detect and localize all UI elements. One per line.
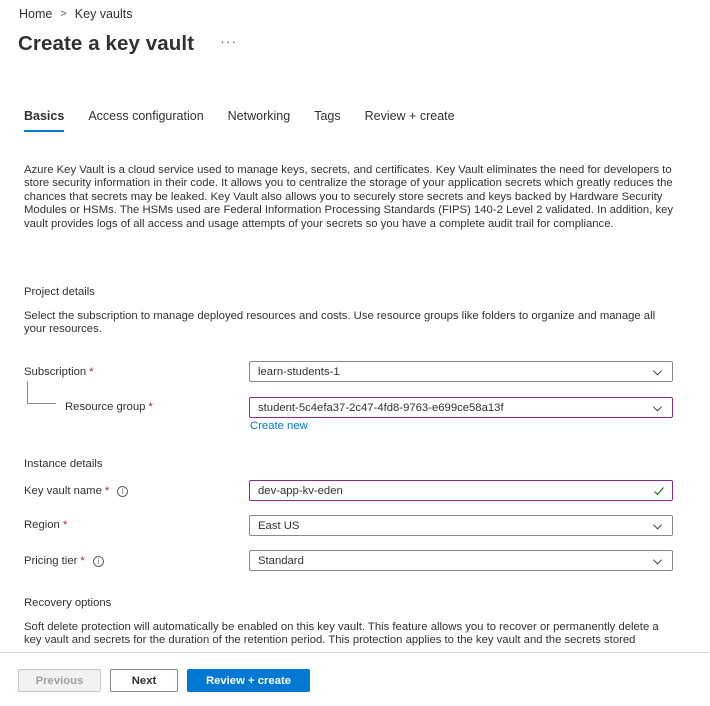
breadcrumb [19, 7, 132, 21]
create-new-resource-group-link[interactable]: Create new [250, 420, 308, 432]
tab-access-configuration[interactable]: Access configuration [88, 109, 204, 123]
project-details-heading: Project details [24, 286, 95, 298]
key-vault-name-input[interactable] [249, 480, 673, 501]
page-title: Create a key vault [18, 32, 195, 55]
chevron-down-icon [652, 556, 663, 567]
project-details-description: Select the subscription to manage deployed resources and costs. Use resource groups like folders to organize and manage all your resources. [24, 310, 656, 336]
checkmark-icon [653, 485, 665, 497]
previous-button[interactable]: Previous [18, 669, 101, 692]
next-button[interactable]: Next [110, 669, 178, 692]
key-vault-name-label [24, 485, 128, 497]
breadcrumb-home-link[interactable]: Home [19, 7, 53, 21]
region-label [24, 519, 67, 531]
region-value: East US [258, 519, 300, 532]
required-indicator: * [148, 401, 153, 413]
recovery-options-description: Soft delete protection will automatically be enabled on this key vault. This feature allows you to recover or permanently delete a key vault and secrets for the duration of the retention period. This protection applies to the key vault and the secrets stored [24, 621, 659, 647]
pricing-tier-label [24, 555, 104, 567]
tab-bar [24, 109, 479, 129]
review-create-button[interactable]: Review + create [187, 669, 310, 692]
required-indicator: * [89, 366, 94, 378]
pricing-tier-label-text: Pricing tier [24, 555, 78, 567]
subscription-dropdown[interactable] [249, 361, 673, 382]
subscription-label [24, 366, 94, 378]
resource-group-label-text: Resource group [65, 401, 146, 413]
pricing-tier-dropdown[interactable] [249, 550, 673, 571]
recovery-options-heading: Recovery options [24, 597, 112, 609]
chevron-down-icon [652, 521, 663, 532]
footer-bar [0, 652, 710, 706]
chevron-down-icon [652, 367, 663, 378]
subscription-label-text: Subscription [24, 366, 87, 378]
tab-basics[interactable]: Basics [24, 109, 64, 129]
tab-networking[interactable]: Networking [227, 109, 291, 123]
pricing-tier-value: Standard [258, 554, 304, 567]
chevron-down-icon [652, 403, 663, 414]
title-row [18, 32, 237, 56]
tab-review-create[interactable]: Review + create [364, 109, 455, 123]
chevron-right-icon: > [60, 8, 67, 20]
region-label-text: Region [24, 519, 60, 531]
tab-tags[interactable]: Tags [314, 109, 341, 123]
tree-connector-vertical [27, 381, 28, 403]
subscription-value: learn-students-1 [258, 365, 340, 378]
region-dropdown[interactable] [249, 515, 673, 536]
required-indicator: * [80, 555, 85, 567]
resource-group-dropdown[interactable] [249, 397, 673, 418]
resource-group-label [65, 401, 153, 413]
tree-connector-horizontal [27, 403, 56, 404]
required-indicator: * [62, 519, 68, 531]
required-indicator: * [104, 485, 110, 497]
info-icon[interactable]: i [93, 556, 104, 567]
info-icon[interactable]: i [117, 486, 128, 497]
intro-description: Azure Key Vault is a cloud service used to manage keys, secrets, and certificates. Key Vault eliminates the need for developers to store security information in their code. It allows you to centralize the storage of your application secrets which greatly reduces the chances that secrets may be leaked. Key Vault also allows you to securely store secrets and keys backed by Hardware Security Modules or HSMs. The HSMs used are Federal Information Processing Standards (FIPS) 140-2 Level 2 validated. In addition, key vault provides logs of all access and usage attempts of your secrets so you have a complete audit trail for compliance. [24, 164, 674, 230]
instance-details-heading: Instance details [24, 458, 103, 470]
key-vault-name-value: dev-app-kv-eden [258, 484, 343, 497]
key-vault-name-label-text: Key vault name [24, 485, 102, 497]
more-options-button[interactable]: ··· [220, 33, 238, 49]
breadcrumb-key-vaults-link[interactable]: Key vaults [74, 7, 133, 21]
resource-group-value: student-5c4efa37-2c47-4fd8-9763-e699ce58a13f [258, 401, 504, 414]
